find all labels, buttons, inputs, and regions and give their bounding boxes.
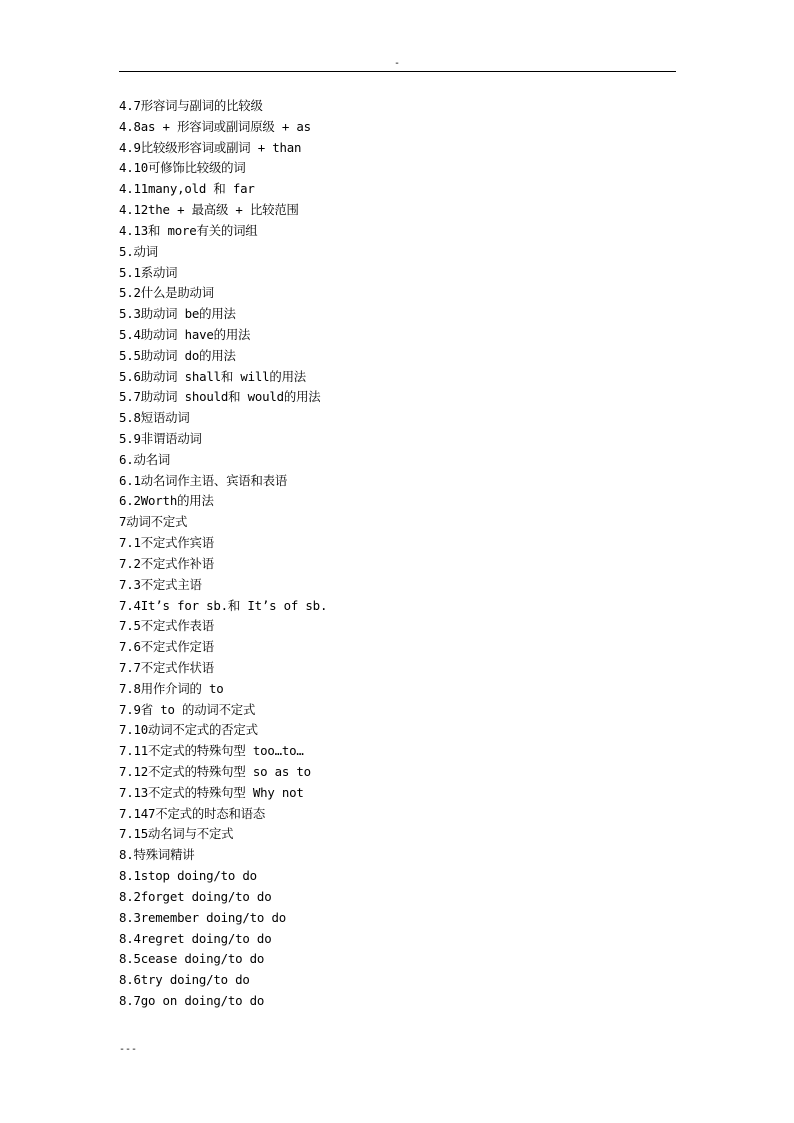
toc-entry: 4.8as + 形容词或副词原级 + as <box>119 118 311 134</box>
page-header-mark: - <box>393 58 401 69</box>
toc-entry: 5.8短语动词 <box>119 410 190 426</box>
toc-entry: 6.动名词 <box>119 451 171 467</box>
toc-entry: 5.6助动词 shall和 will的用法 <box>119 368 306 384</box>
toc-entry: 5.7助动词 should和 would的用法 <box>119 389 321 405</box>
table-of-contents <box>119 96 327 1012</box>
toc-entry: 8.1stop doing/to do <box>119 868 257 884</box>
toc-entry: 7.147不定式的时态和语态 <box>119 805 266 821</box>
toc-entry: 8.4regret doing/to do <box>119 930 272 946</box>
page-footer-mark: --- <box>119 1044 138 1055</box>
toc-entry: 7.2不定式作补语 <box>119 555 214 571</box>
toc-entry: 7.8用作介词的 to <box>119 680 224 696</box>
toc-entry: 7.7不定式作状语 <box>119 659 214 675</box>
header-divider <box>119 71 676 72</box>
toc-entry: 7.13不定式的特殊句型 Why not <box>119 784 304 800</box>
toc-entry: 5.5助动词 do的用法 <box>119 347 236 363</box>
toc-entry: 7动词不定式 <box>119 514 188 530</box>
toc-entry: 8.2forget doing/to do <box>119 888 272 904</box>
toc-entry: 8.7go on doing/to do <box>119 992 265 1008</box>
toc-entry: 7.3不定式主语 <box>119 576 202 592</box>
toc-entry: 5.1系动词 <box>119 264 178 280</box>
toc-entry: 8.6try doing/to do <box>119 972 250 988</box>
toc-entry: 4.7形容词与副词的比较级 <box>119 98 263 113</box>
toc-entry: 7.4It’s for sb.和 It’s of sb. <box>119 597 328 613</box>
toc-entry: 4.13和 more有关的词组 <box>119 222 258 238</box>
toc-entry: 7.5不定式作表语 <box>119 618 214 634</box>
toc-entry: 5.3助动词 be的用法 <box>119 306 236 322</box>
toc-entry: 7.15动名词与不定式 <box>119 826 234 842</box>
toc-entry: 6.2Worth的用法 <box>119 493 214 509</box>
toc-entry: 5.9非谓语动词 <box>119 431 202 446</box>
toc-entry: 5.4助动词 have的用法 <box>119 326 251 342</box>
toc-entry: 4.10可修饰比较级的词 <box>119 160 246 176</box>
toc-entry: 8.5cease doing/to do <box>119 951 265 967</box>
toc-entry: 4.9比较级形容词或副词 + than <box>119 139 302 155</box>
toc-entry: 5.2什么是助动词 <box>119 285 214 301</box>
toc-entry: 4.11many,old 和 far <box>119 181 255 197</box>
toc-entry: 8.3remember doing/to do <box>119 909 286 925</box>
toc-entry: 5.动词 <box>119 243 158 259</box>
toc-entry: 7.9省 to 的动词不定式 <box>119 701 256 717</box>
toc-entry: 7.10动词不定式的否定式 <box>119 722 258 738</box>
toc-entry: 7.6不定式作定语 <box>119 639 214 655</box>
toc-entry: 7.1不定式作宾语 <box>119 535 214 551</box>
toc-entry: 6.1动名词作主语、宾语和表语 <box>119 472 288 488</box>
toc-entry: 7.12不定式的特殊句型 so as to <box>119 764 311 779</box>
toc-entry: 8.特殊词精讲 <box>119 847 195 863</box>
toc-entry: 7.11不定式的特殊句型 too…to… <box>119 743 304 759</box>
toc-entry: 4.12the + 最高级 + 比较范围 <box>119 202 299 218</box>
